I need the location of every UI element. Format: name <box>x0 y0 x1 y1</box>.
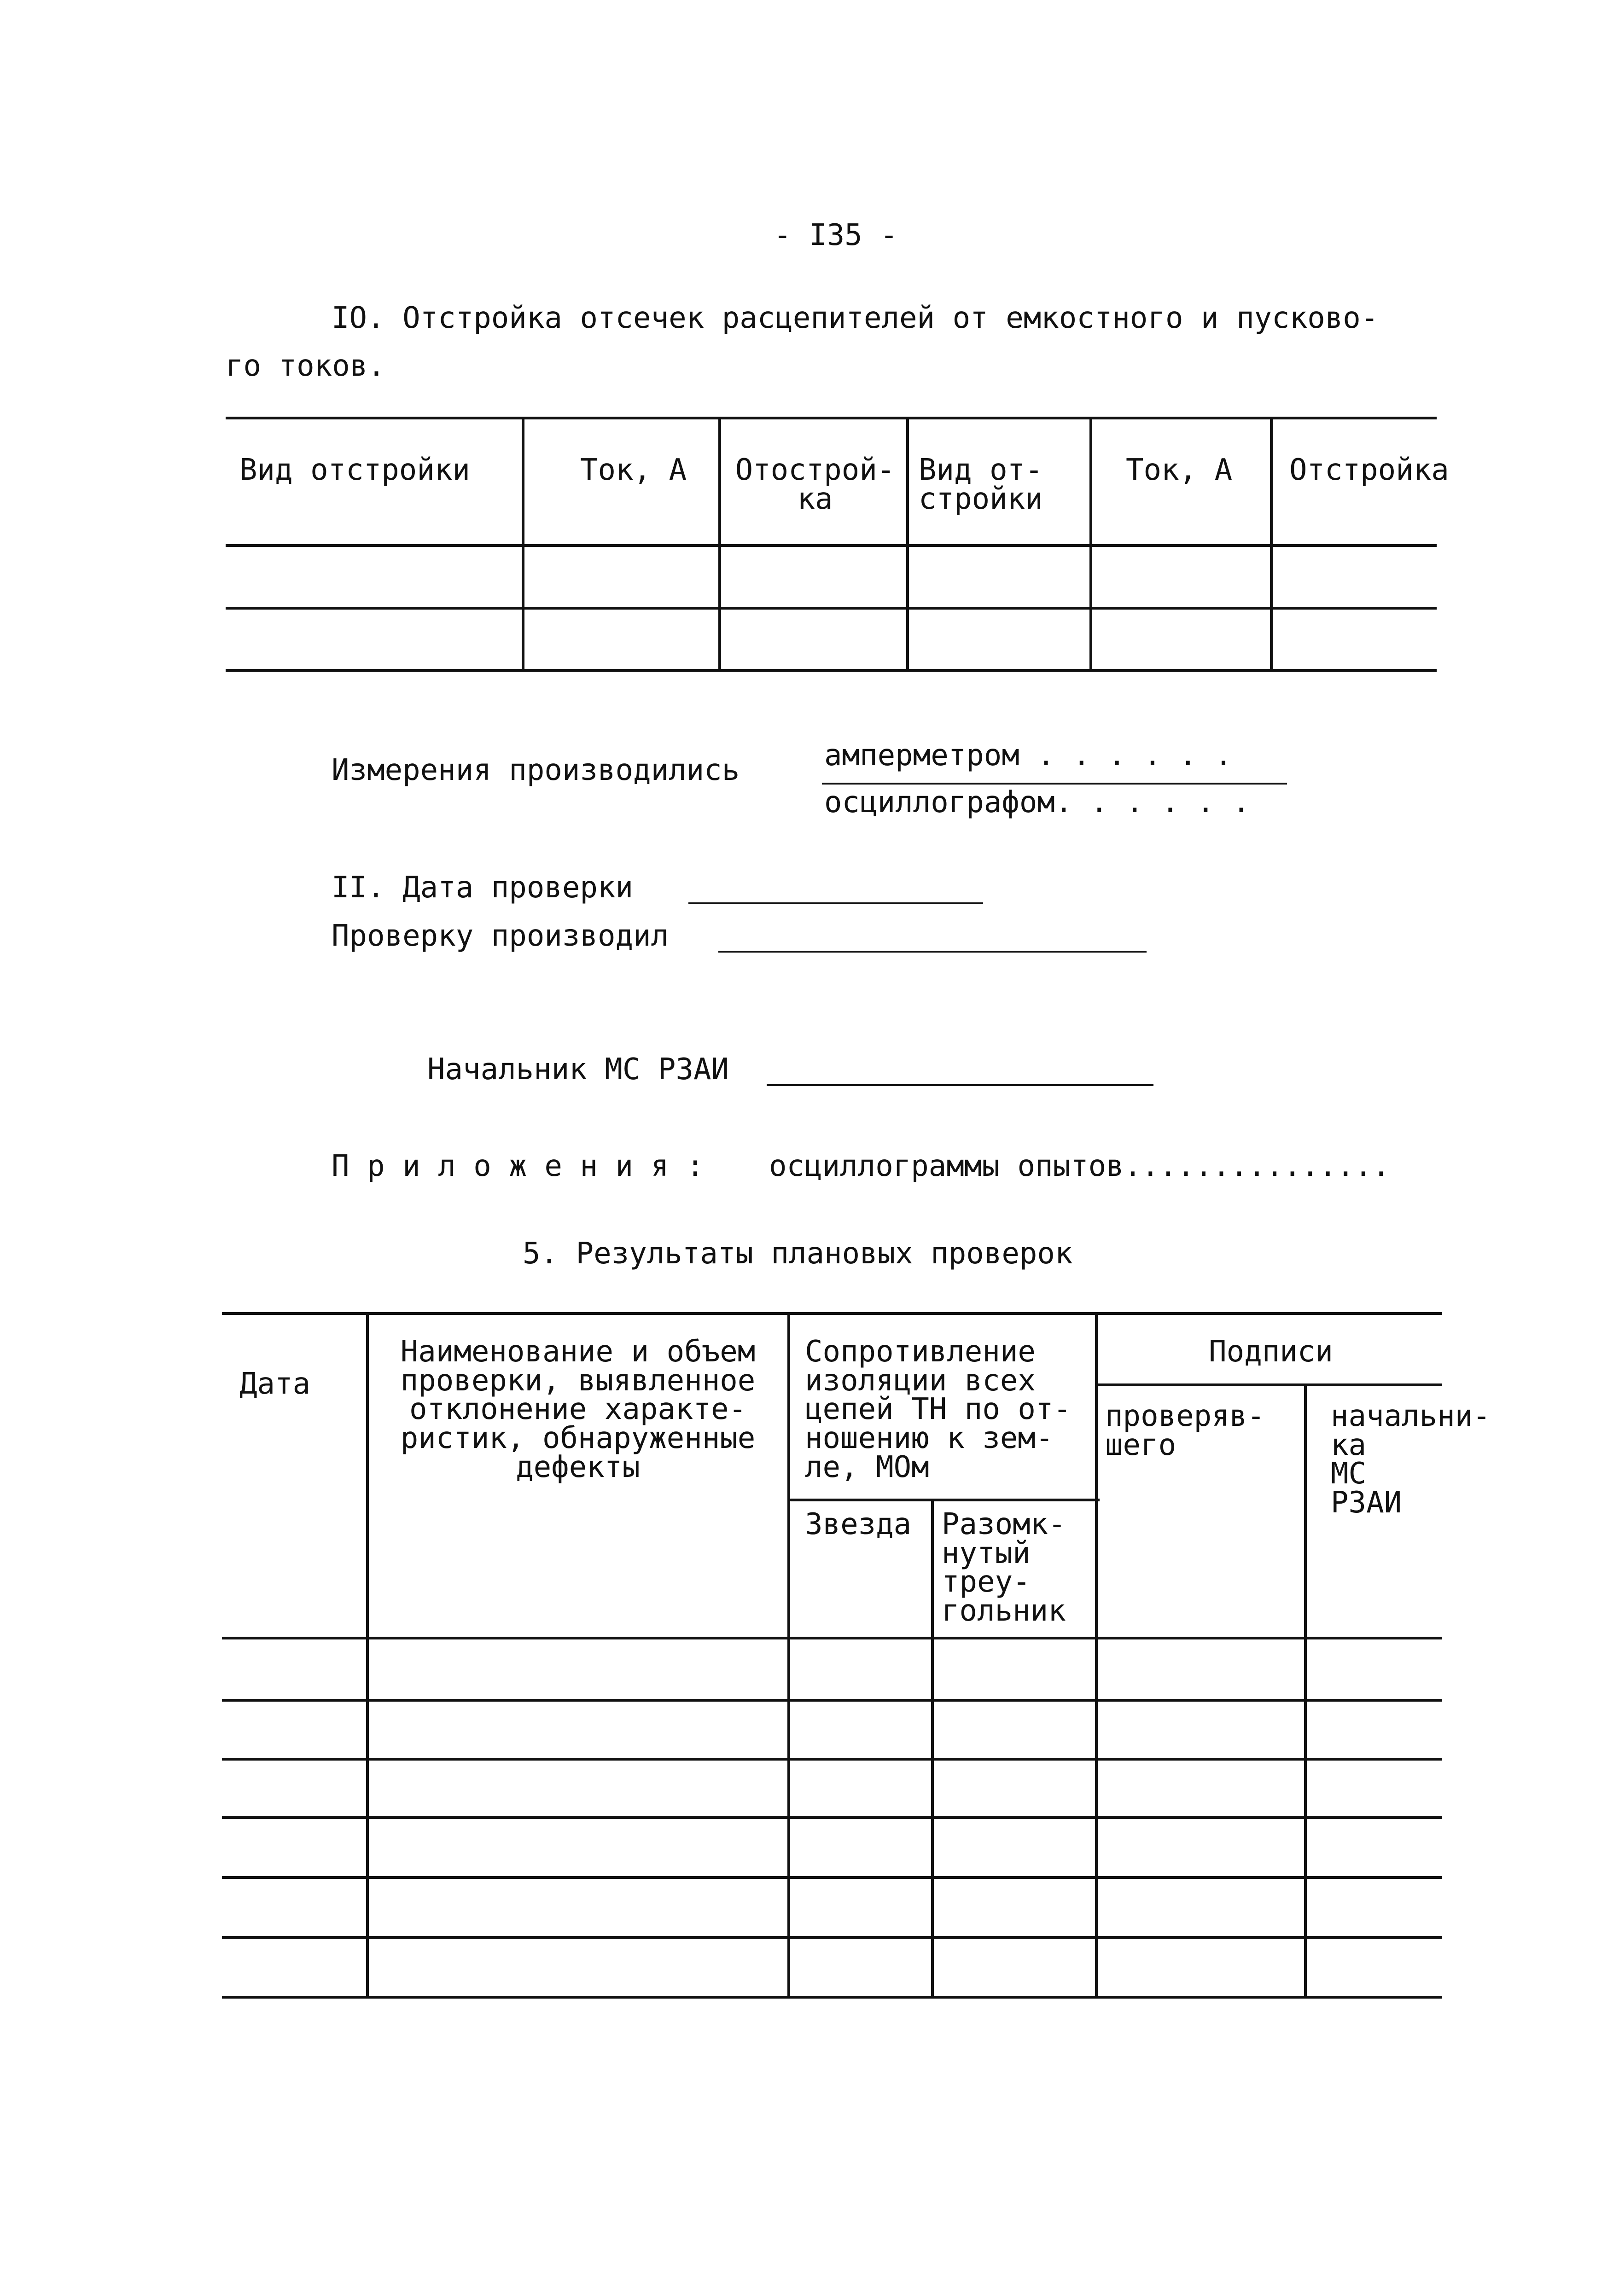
table-row-divider <box>222 1758 1442 1761</box>
header-checker: проверяв- шего <box>1105 1399 1265 1462</box>
table-column-divider <box>931 1499 934 1999</box>
section-10-heading-line1: IO. Отстройка отсечек расцепителей от емкостного и пусково- <box>332 301 1379 335</box>
signatures-subheader-divider <box>1097 1383 1442 1386</box>
page-number: - I35 - <box>774 218 898 252</box>
measurements-option-ammeter: амперметром . . . . . . <box>824 738 1233 773</box>
appendix-text: осциллограммы опытов............... <box>769 1149 1390 1183</box>
section-5-title: 5. Результаты плановых проверок <box>523 1237 1073 1271</box>
table-row-divider <box>226 607 1437 610</box>
header-otstroika: Отострой- ка <box>735 453 895 516</box>
header-chief: начальни- ка МС РЗАИ <box>1331 1399 1491 1520</box>
header-star: Звезда <box>805 1507 912 1541</box>
measurements-option-oscillograph: осциллографом. . . . . . <box>824 785 1250 820</box>
header-date: Дата <box>239 1367 311 1401</box>
appendix-label: П р и л о ж е н и я : <box>332 1149 705 1183</box>
table-column-divider <box>787 1312 790 1999</box>
header-vid-otstroiki: Вид отстройки <box>239 453 470 487</box>
table-bottom-border <box>226 669 1437 672</box>
checker-field[interactable] <box>718 951 1147 953</box>
chief-label: Начальник МС РЗАИ <box>427 1052 729 1087</box>
table-column-divider <box>522 417 524 672</box>
table-top-border <box>226 417 1437 419</box>
table-top-border <box>222 1312 1442 1315</box>
header-check-name: Наименование и объем проверки, выявленное отклонение характе- ристик, обнаруженные дефекты <box>400 1335 756 1484</box>
check-date-field[interactable] <box>688 902 983 904</box>
section-10-heading-line2: го токов. <box>226 349 385 383</box>
table-row-divider <box>222 1816 1442 1819</box>
header-tok-2: Ток, А <box>1126 453 1233 487</box>
measurements-label: Измерения производились <box>332 753 740 787</box>
table-row-divider <box>222 1699 1442 1702</box>
table-column-divider <box>1270 417 1273 672</box>
table-row-divider <box>222 1876 1442 1879</box>
check-date-label: II. Дата проверки <box>332 871 634 905</box>
header-tok: Ток, А <box>580 453 687 487</box>
table-column-divider <box>906 417 909 672</box>
resistance-subheader-divider <box>790 1499 1100 1501</box>
header-vid-ot-stroiki: Вид от- стройки <box>919 453 1043 516</box>
table-column-divider <box>366 1312 369 1999</box>
table-column-divider <box>1304 1383 1307 1999</box>
table-column-divider <box>718 417 721 672</box>
header-signatures: Подписи <box>1209 1335 1333 1369</box>
header-otstroika-2: Отстройка <box>1289 453 1449 487</box>
table-header-divider <box>226 544 1437 547</box>
chief-signature-field[interactable] <box>767 1084 1153 1086</box>
table-row-divider <box>222 1936 1442 1939</box>
fraction-line <box>822 783 1287 785</box>
header-insulation-resistance: Сопротивление изоляции всех цепей ТН по от- ношению к зем- ле, МОм <box>805 1335 1071 1484</box>
table-column-divider <box>1089 417 1092 672</box>
checker-label: Проверку производил <box>332 919 669 953</box>
header-open-delta: Разомк- нутый треу- гольник <box>942 1507 1066 1628</box>
table-bottom-border <box>222 1996 1442 1999</box>
table-header-divider <box>222 1637 1442 1639</box>
